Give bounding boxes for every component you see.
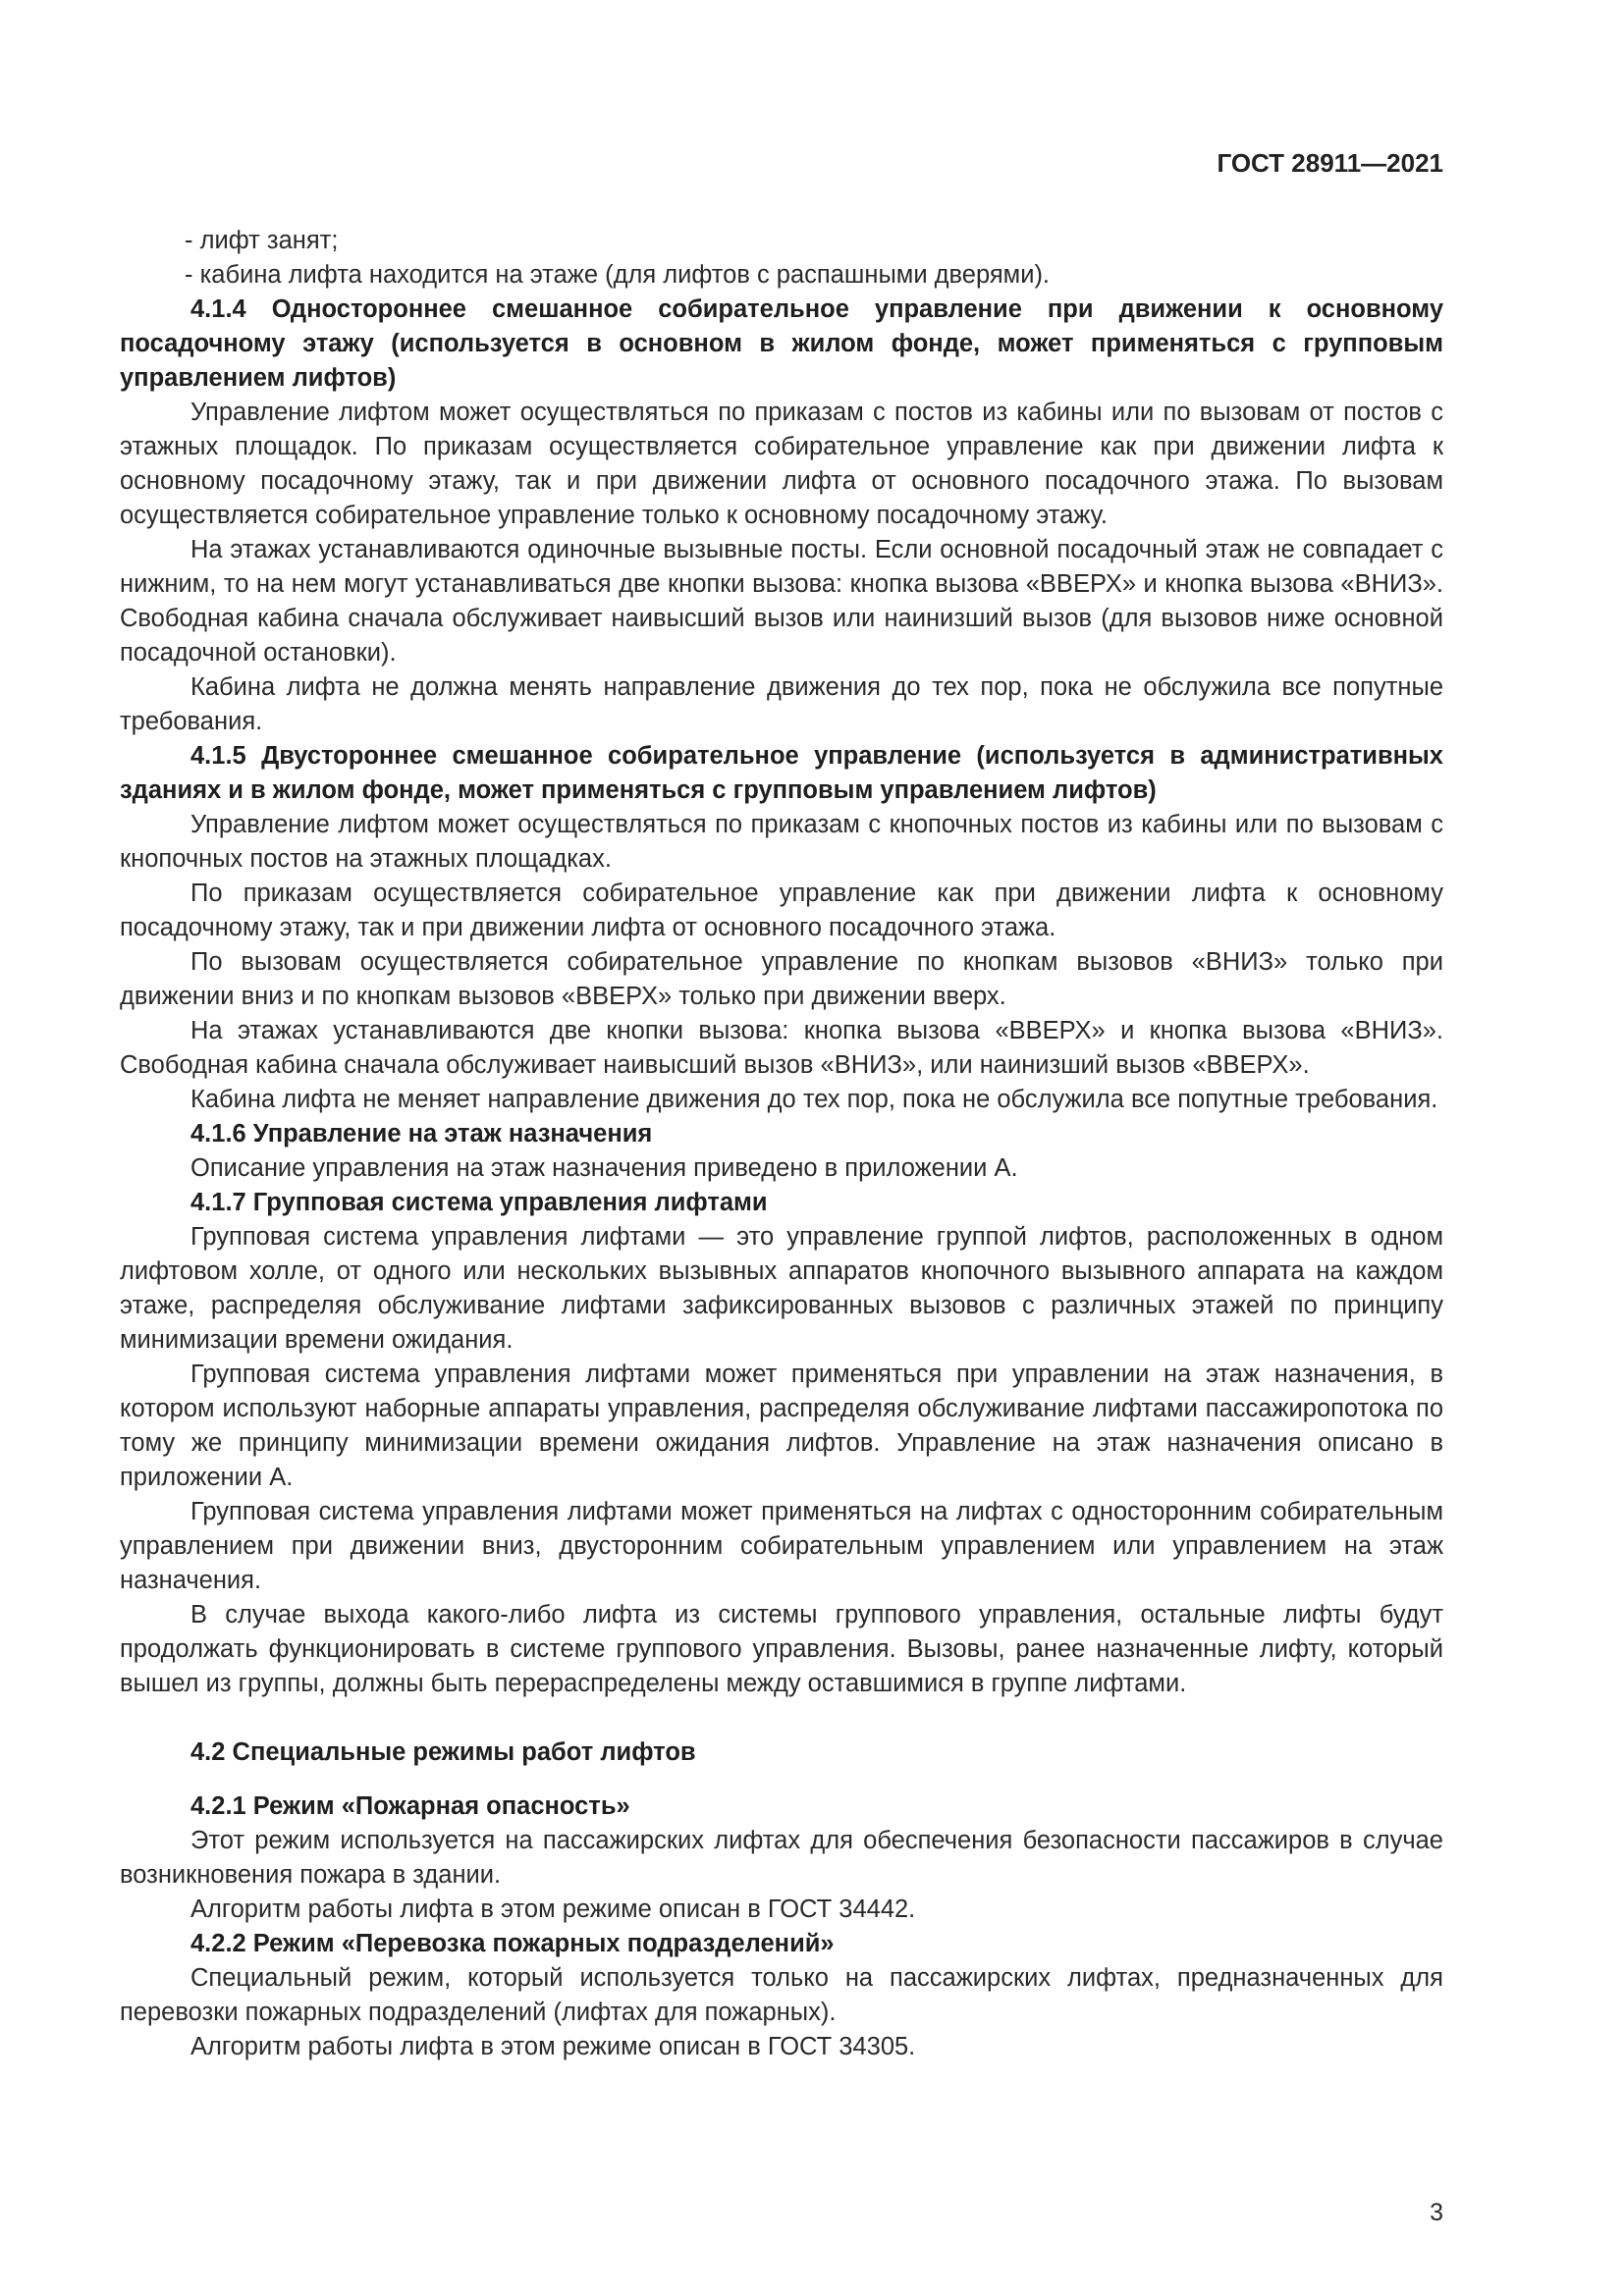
paragraph: Управление лифтом может осуществляться по приказам с постов из кабины или по вызовам от постов с этажных площадок. По приказам осуществляется собирательное управление как при движении лифта к основному посадочному этажу, так и при движении лифта от основного посадочного этажа. По вызовам осуществляется собирательное управление только к основному посадочному этажу. [120, 399, 1443, 529]
paragraph: По приказам осуществляется собирательное управление как при движении лифта к основному посадочному этажу, так и при движении лифта от основного посадочного этажа. [120, 880, 1443, 941]
paragraph: На этажах устанавливаются две кнопки вызова: кнопка вызова «ВВЕРХ» и кнопка вызова «ВНИЗ». Свободная кабина сначала обслуживает наивысший вызов «ВНИЗ», или наинизший вызов «ВВЕРХ». [120, 1017, 1443, 1079]
paragraph: По вызовам осуществляется собирательное управление по кнопкам вызовов «ВНИЗ» только при движении вниз и по кнопкам вызовов «ВВЕРХ» только при движении вверх. [120, 948, 1443, 1010]
paragraph: Описание управления на этаж назначения приведено в приложении А. [190, 1154, 1018, 1182]
paragraph: На этажах устанавливаются одиночные вызывные посты. Если основной посадочный этаж не совпадает с нижним, то на нем могут устанавливаться две кнопки вызова: кнопка вызова «ВВЕРХ» и кнопка вызова «ВНИЗ». Свободная кабина сначала обслуживает наивысший вызов или наинизший вызов (для вызовов ниже основной посадочной остановки). [120, 536, 1443, 667]
list-item-cabin-on-floor: - кабина лифта находится на этаже (для лифтов с распашными дверями). [185, 261, 1051, 289]
paragraph: Кабина лифта не меняет направление движения до тех пор, пока не обслужила все попутные требования. [190, 1086, 1438, 1113]
list-item-lift-busy: - лифт занят; [185, 227, 339, 254]
paragraph: Этот режим используется на пассажирских лифтах для обеспечения безопасности пассажиров в случае возникновения пожара в здании. [120, 1827, 1443, 1889]
paragraph: Алгоритм работы лифта в этом режиме описан в ГОСТ 34442. [190, 1896, 916, 1923]
section-heading-4-2-1: 4.2.1 Режим «Пожарная опасность» [190, 1792, 630, 1820]
paragraph: Групповая система управления лифтами — это управление группой лифтов, расположенных в одном лифтовом холле, от одного или нескольких вызывных аппаратов кнопочного вызывного аппарата на каждом этаже, распределяя обслуживание лифтами зафиксированных вызовов с различных этажей по принципу минимизации времени ожидания. [120, 1223, 1443, 1354]
section-heading-4-1-6: 4.1.6 Управление на этаж назначения [190, 1120, 653, 1148]
document-body [120, 224, 1443, 2064]
paragraph: Алгоритм работы лифта в этом режиме описан в ГОСТ 34305. [190, 2033, 916, 2060]
paragraph: Кабина лифта не должна менять направление движения до тех пор, пока не обслужила все попутные требования. [120, 673, 1443, 735]
section-heading-4-2: 4.2 Специальные режимы работ лифтов [190, 1738, 696, 1766]
section-heading-4-2-2: 4.2.2 Режим «Перевозка пожарных подразделений» [190, 1930, 835, 1957]
section-heading-4-1-7: 4.1.7 Групповая система управления лифтами [190, 1189, 768, 1216]
paragraph: Групповая система управления лифтами может применяться при управлении на этаж назначения, в котором используют наборные аппараты управления, распределяя обслуживание лифтами пассажиропотока по тому же принципу минимизации времени ожидания лифтов. Управление на этаж назначения описано в приложении А. [120, 1361, 1443, 1491]
section-heading-4-1-5: 4.1.5 Двустороннее смешанное собирательное управление (используется в административных зданиях и в жилом фонде, может применяться с групповым управлением лифтов) [120, 742, 1443, 804]
page-number: 3 [1430, 2199, 1443, 2226]
paragraph: Управление лифтом может осуществляться по приказам с кнопочных постов из кабины или по вызовам с кнопочных постов на этажных площадках. [120, 811, 1443, 873]
paragraph: Групповая система управления лифтами может применяться на лифтах с односторонним собирательным управлением при движении вниз, двусторонним собирательным управлением или управлением на этаж назначения. [120, 1498, 1443, 1594]
document-code-header: ГОСТ 28911—2021 [1217, 148, 1443, 178]
paragraph: В случае выхода какого-либо лифта из системы группового управления, остальные лифты будут продолжать функционировать в системе группового управления. Вызовы, ранее назначенные лифту, который вышел из группы, должны быть перераспределены между оставшимися в группе лифтами. [120, 1601, 1443, 1697]
paragraph: Специальный режим, который используется только на пассажирских лифтах, предназначенных для перевозки пожарных подразделений (лифтах для пожарных). [120, 1964, 1443, 2026]
section-heading-4-1-4: 4.1.4 Одностороннее смешанное собирательное управление при движении к основному посадочному этажу (используется в основном в жилом фонде, может применяться с групповым управлением лифтов) [120, 295, 1443, 392]
